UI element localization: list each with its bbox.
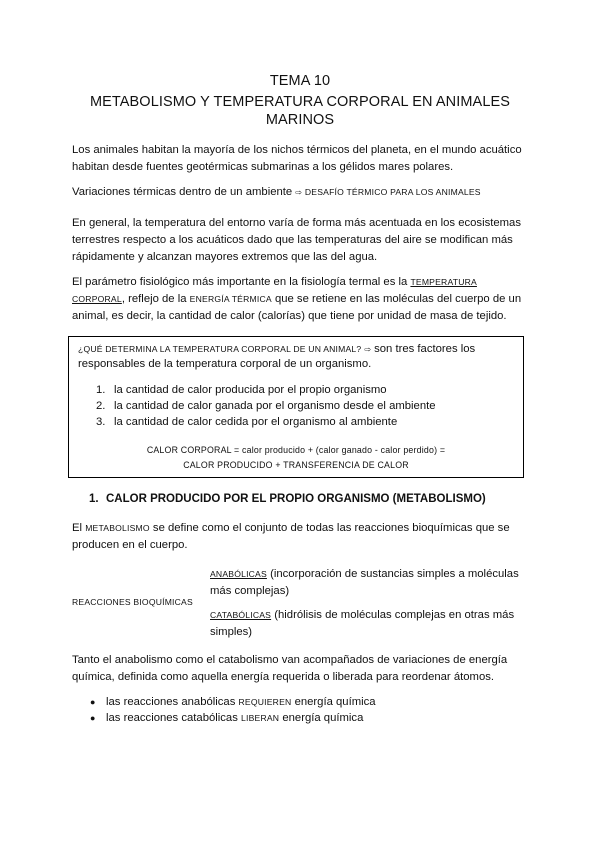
question-caps: ¿QUÉ DETERMINA LA TEMPERATURA CORPORAL DE UN ANIMAL? (78, 344, 362, 354)
section-number: 1. (89, 493, 99, 505)
variaciones-line (72, 184, 532, 201)
bullet-item (90, 710, 363, 726)
metabolismo-line-1 (72, 520, 532, 537)
list-item (96, 382, 387, 398)
reacciones-label: REACCIONES BIOQUÍMICAS (72, 597, 193, 607)
arrow-right-icon: ⇨ (295, 188, 302, 197)
catabolicas-item (210, 607, 530, 641)
parametro-line-1 (72, 274, 532, 291)
list-number: 2. (96, 400, 106, 412)
parametro-paragraph (72, 274, 532, 325)
temperatura-caps: TEMPERATURA (410, 277, 477, 287)
arrow-right-icon: ⇨ (364, 345, 372, 354)
general-line-3: rápidamente y alcanzan mayores extremos que las del agua. (72, 251, 378, 263)
anabolismo-paragraph (72, 652, 532, 686)
parametro-text-2a: , reflejo de la (121, 293, 187, 305)
factors-box (68, 336, 524, 478)
title-line-2: METABOLISMO Y TEMPERATURA CORPORAL EN ANIMALES (89, 94, 511, 110)
list-text: la cantidad de calor ganada por el organismo desde el ambiente (114, 400, 436, 412)
catabolicas-line-2: simples) (210, 626, 253, 638)
anabolicas-word: ANABÓLICAS (210, 569, 267, 579)
parametro-line-2 (72, 291, 532, 308)
bullet-pre: las reacciones anabólicas (106, 696, 236, 708)
list-item (96, 414, 397, 430)
general-line-2: terrestres respecto a los acuáticos dado que las temperaturas del aire se modifican más (72, 234, 513, 246)
bullet-item (90, 694, 376, 710)
metabolismo-caps: METABOLISMO (85, 523, 150, 533)
bullet-post: energía química (294, 696, 376, 708)
anabolicas-item (210, 566, 530, 600)
anabolicas-rest: (incorporación de sustancias simples a moléculas (270, 568, 519, 580)
anabolismo-line-2: química, definida como aquella energía requerida o liberada para reordenar átomos. (72, 671, 495, 683)
bullet-caps: REQUIEREN (238, 697, 292, 707)
metabolismo-pre: El (72, 522, 83, 534)
parametro-text-1: El parámetro fisiológico más importante en la fisiología termal es la (72, 276, 408, 288)
bullet-pre: las reacciones catabólicas (106, 712, 238, 724)
formula-line-2: CALOR PRODUCIDO + TRANSFERENCIA DE CALOR (183, 460, 409, 470)
metabolismo-line-2: producen en el cuerpo. (72, 539, 188, 551)
catabolicas-rest: (hidrólisis de moléculas complejas en otras más (274, 609, 515, 621)
list-number: 1. (96, 384, 106, 396)
parametro-line-3: animal, es decir, la cantidad de calor (calorías) que tiene por unidad de masa de tejido. (72, 310, 507, 322)
anabolicas-line-2: más complejas) (210, 585, 290, 597)
section-title: CALOR PRODUCIDO POR EL PROPIO ORGANISMO (METABOLISMO) (106, 493, 486, 505)
intro-line-2: habitan desde fuentes geotérmicas submarinas a los gélidos mares polares. (72, 161, 454, 173)
bullet-icon: ● (90, 697, 96, 707)
list-text: la cantidad de calor cedida por el organismo al ambiente (114, 416, 398, 428)
catabolicas-word: CATABÓLICAS (210, 610, 272, 620)
variaciones-text: Variaciones térmicas dentro de un ambiente (72, 186, 293, 198)
catabolicas-line-1 (210, 607, 530, 624)
list-item (96, 398, 436, 414)
title-line-3: MARINOS (265, 112, 335, 128)
general-paragraph (72, 215, 532, 266)
anabolismo-line-1: Tanto el anabolismo como el catabolismo van acompañados de variaciones de energía (72, 654, 508, 666)
box-question-line-2: responsables de la temperatura corporal de un organismo. (78, 358, 372, 370)
energia-termica-caps: ENERGÍA TÉRMICA (189, 294, 272, 304)
bullet-icon: ● (90, 713, 96, 723)
list-text: la cantidad de calor producida por el propio organismo (114, 384, 387, 396)
intro-line-1: Los animales habitan la mayoría de los nichos térmicos del planeta, en el mundo acuático (72, 144, 522, 156)
metabolismo-rest: se define como el conjunto de todas las reacciones bioquímicas que se (152, 522, 510, 534)
bullet-post: energía química (282, 712, 364, 724)
parametro-text-2b: que se retiene en las moléculas del cuerpo de un (274, 293, 522, 305)
desafio-termico-caps: DESAFÍO TÉRMICO PARA LOS ANIMALES (304, 187, 481, 197)
corporal-caps: CORPORAL (72, 294, 122, 304)
bullet-caps: LIBERAN (241, 713, 280, 723)
title-line-1: TEMA 10 (269, 73, 331, 89)
list-number: 3. (96, 416, 106, 428)
metabolismo-paragraph (72, 520, 532, 554)
section-heading-1 (89, 491, 486, 507)
general-line-1: En general, la temperatura del entorno varía de forma más acentuada en los ecosistemas (72, 217, 521, 229)
intro-paragraph (72, 142, 532, 176)
formula-line-1: CALOR CORPORAL = calor producido + (calor ganado - calor perdido) = (146, 445, 446, 455)
question-rest: son tres factores los (374, 343, 476, 355)
anabolicas-line-1 (210, 566, 530, 583)
